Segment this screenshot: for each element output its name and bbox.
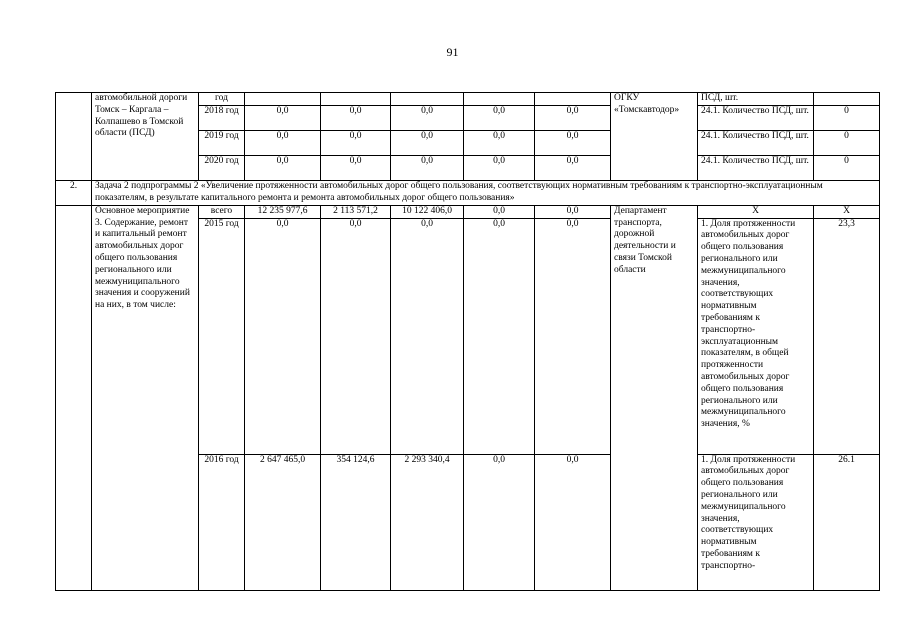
task-number-cell: 2. — [56, 180, 92, 205]
value-cell: 2 113 571,2 — [321, 205, 391, 218]
value-cell: 0,0 — [321, 105, 391, 130]
row-number-cell — [56, 93, 92, 181]
value-cell: 0,0 — [464, 205, 535, 218]
indicator-value-cell: 26.1 — [814, 454, 880, 590]
value-cell: 0,0 — [535, 105, 611, 130]
value-cell — [391, 93, 464, 106]
year-cell: 2016 год — [199, 454, 245, 590]
indicator-cell: 24.1. Количество ПСД, шт. — [698, 105, 814, 130]
value-cell: 0,0 — [535, 155, 611, 180]
value-cell: 0,0 — [464, 454, 535, 590]
executor-cell: ОГКУ «Томскавтодор» — [611, 93, 698, 181]
value-cell: 0,0 — [464, 105, 535, 130]
year-cell: 2018 год — [199, 105, 245, 130]
task-row — [56, 180, 880, 205]
value-cell: 0,0 — [391, 130, 464, 155]
year-cell: всего — [199, 205, 245, 218]
indicator-value-cell — [814, 93, 880, 106]
activity-name-cell: автомобильной дороги Томск – Каргала – Колпашево в Томской области (ПСД) — [92, 93, 199, 181]
value-cell: 0,0 — [245, 218, 321, 454]
program-table — [55, 92, 880, 591]
row-number-cell — [56, 205, 92, 590]
year-cell: год — [199, 93, 245, 106]
indicator-cell: 24.1. Количество ПСД, шт. — [698, 130, 814, 155]
value-cell: 10 122 406,0 — [391, 205, 464, 218]
value-cell: 0,0 — [535, 454, 611, 590]
value-cell: 0,0 — [535, 218, 611, 454]
value-cell: 0,0 — [464, 218, 535, 454]
value-cell: 0,0 — [245, 130, 321, 155]
indicator-cell: 24.1. Количество ПСД, шт. — [698, 155, 814, 180]
year-cell: 2019 год — [199, 130, 245, 155]
indicator-value-cell: 0 — [814, 130, 880, 155]
value-cell: 2 647 465,0 — [245, 454, 321, 590]
value-cell: 0,0 — [391, 155, 464, 180]
value-cell — [464, 93, 535, 106]
table-row — [56, 205, 880, 218]
value-cell: 0,0 — [245, 155, 321, 180]
indicator-value-cell: 0 — [814, 105, 880, 130]
value-cell: 12 235 977,6 — [245, 205, 321, 218]
value-cell: 0,0 — [321, 155, 391, 180]
value-cell: 0,0 — [321, 218, 391, 454]
indicator-cell: X — [698, 205, 814, 218]
indicator-cell: 1. Доля протяженности автомобильных дорог общего пользования регионального или межмуниципального значения, соответствующих нормативным требованиям к транспортно-эксплуатационным показателям, в общей протяженности автомобильных дорог общего пользования регионального или межмуниципального значения, % — [698, 218, 814, 454]
value-cell — [535, 93, 611, 106]
indicator-cell: ПСД, шт. — [698, 93, 814, 106]
task-text-cell: Задача 2 подпрограммы 2 «Увеличение протяженности автомобильных дорог общего пользования, соответствующих нормативным требованиям к транспортно-эксплуатационным показателям, в результате капитального ремонта и ремонта автомобильных дорог общего пользования» — [92, 180, 880, 205]
value-cell: 354 124,6 — [321, 454, 391, 590]
value-cell — [245, 93, 321, 106]
year-cell: 2015 год — [199, 218, 245, 454]
value-cell: 0,0 — [391, 218, 464, 454]
activity-name-cell: Основное мероприятие 3. Содержание, ремонт и капитальный ремонт автомобильных дорог общего пользования регионального или межмуниципального значения и сооружений на них, в том числе: — [92, 205, 199, 590]
value-cell: 0,0 — [535, 130, 611, 155]
year-cell: 2020 год — [199, 155, 245, 180]
value-cell: 2 293 340,4 — [391, 454, 464, 590]
indicator-value-cell: X — [814, 205, 880, 218]
indicator-value-cell: 0 — [814, 155, 880, 180]
value-cell: 0,0 — [464, 130, 535, 155]
value-cell: 0,0 — [391, 105, 464, 130]
value-cell: 0,0 — [464, 155, 535, 180]
table-row — [56, 93, 880, 106]
value-cell: 0,0 — [535, 205, 611, 218]
value-cell: 0,0 — [245, 105, 321, 130]
executor-cell: Департамент транспорта, дорожной деятельности и связи Томской области — [611, 205, 698, 590]
value-cell: 0,0 — [321, 130, 391, 155]
indicator-value-cell: 23,3 — [814, 218, 880, 454]
value-cell — [321, 93, 391, 106]
indicator-cell: 1. Доля протяженности автомобильных дорог общего пользования регионального или межмуниципального значения, соответствующих нормативным требованиям к транспортно- — [698, 454, 814, 590]
page-number: 91 — [446, 45, 459, 59]
